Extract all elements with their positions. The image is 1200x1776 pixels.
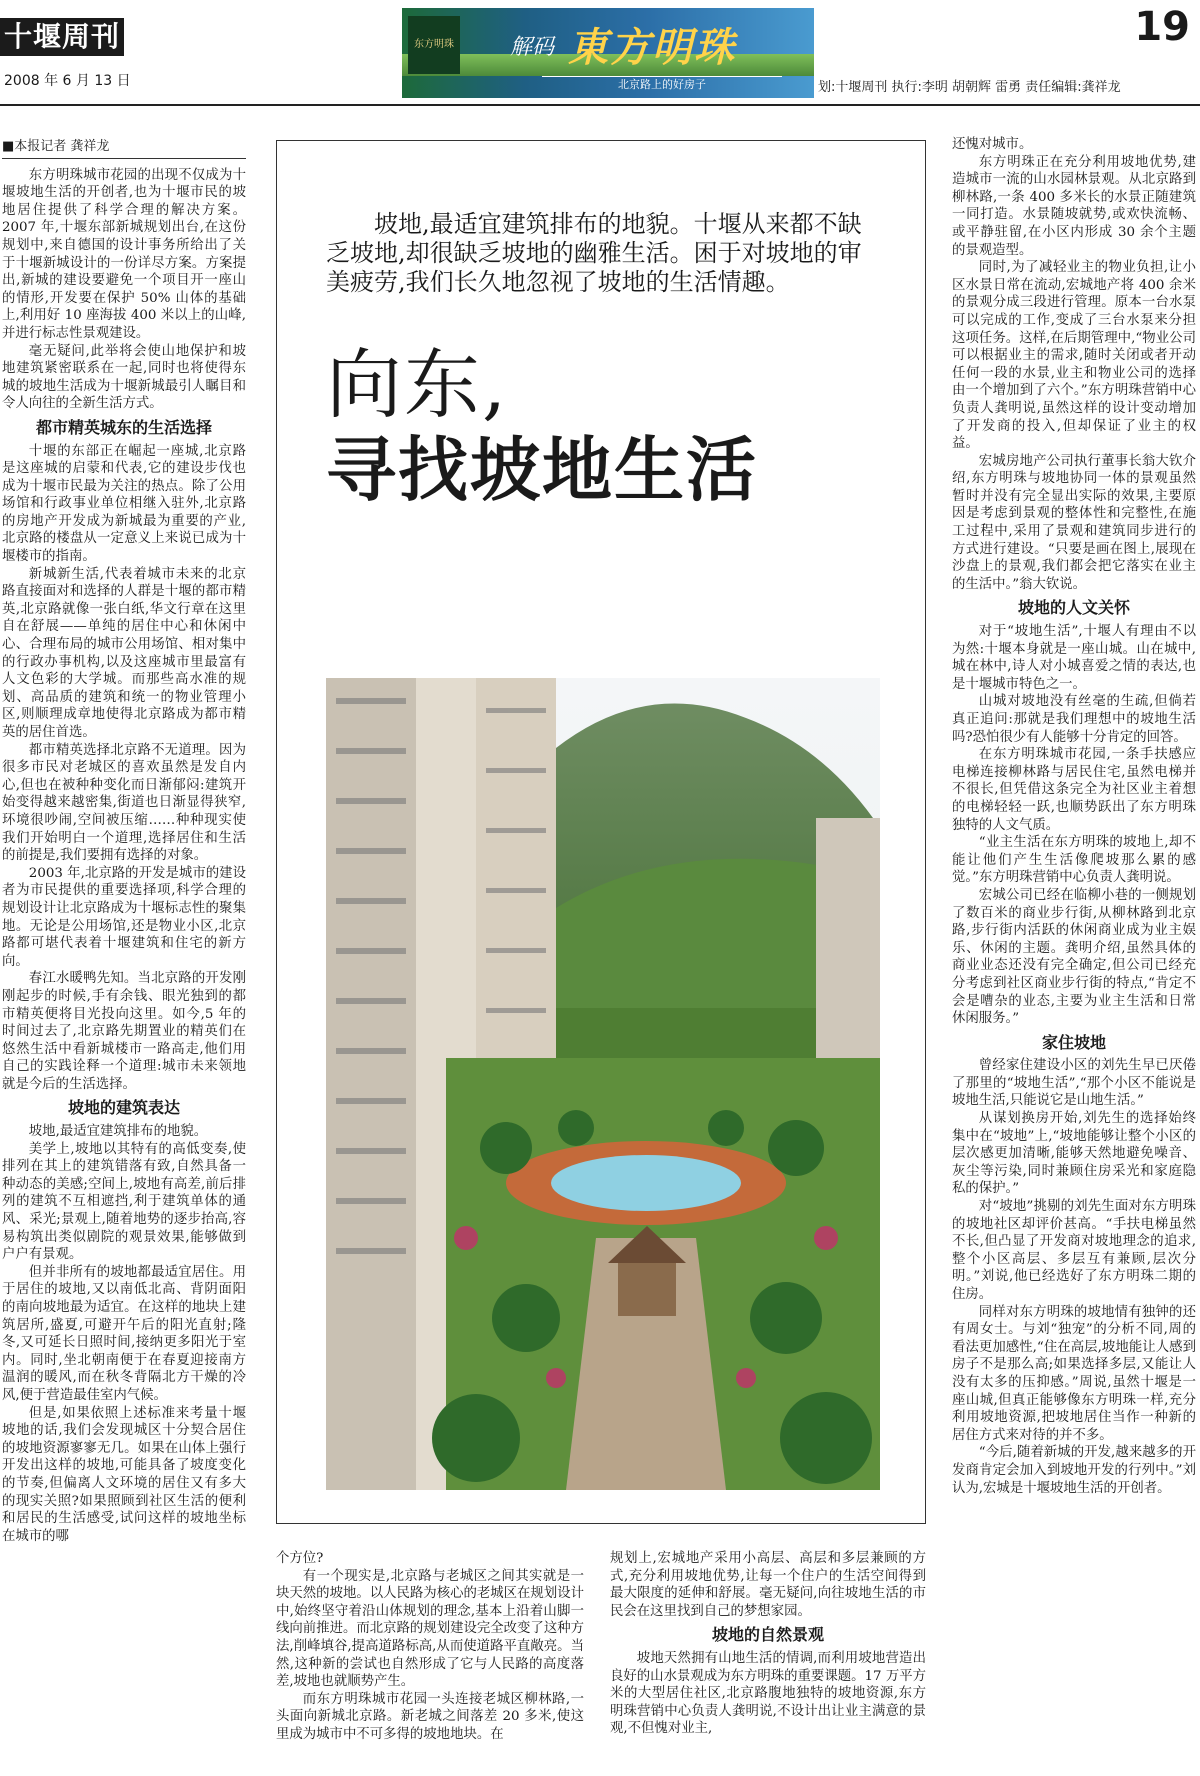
residential-landscape-rendering — [326, 678, 880, 1490]
byline: ■本报记者 龚祥龙 — [2, 138, 246, 159]
headline-line-1: 向东, — [326, 340, 509, 429]
section-heading: 都市精英城东的生活选择 — [35, 417, 212, 437]
paragraph: 还愧对城市。 — [952, 137, 1033, 152]
paragraph: 宏城房地产公司执行董事长翁大钦介绍,东方明珠与坡地协同一体的景观虽然暂时并没有完全显出实际的效果,主要原因是考虑到景观的整体性和完整性,在施工过程中,采用了景观和建筑同步进行的方式进行建设。“只要是画在图上,展现在沙盘上的景观,我们都会把它落实在业主的生活中。”翁大钦说。 — [952, 453, 1196, 592]
paragraph: 宏城公司已经在临柳小巷的一侧规划了数百米的商业步行街,从柳林路到北京路,步行街内活跃的休闲商业成为业主娱乐、休闲的主题。龚明介绍,虽然具体的商业业态还没有完全确定,但公司已经充分考虑到社区商业步行街的特点,“肯定不会是嘈杂的业态,主要为业主生活和日常休闲服务。” — [952, 887, 1196, 1027]
paragraph: 春江水暖鸭先知。当北京路的开发刚刚起步的时候,手有余钱、眼光独到的都市精英便将目光投向这里。如今,5 年的时间过去了,北京路先期置业的精英们在悠然生活中看新城楼市一路高走,他们用自己的实践诠释一个道理:城市未来领地就是今后的生活选择。 — [2, 971, 246, 1092]
paragraph: 但是,如果依照上述标准来考量十堰坡地的话,我们会发现城区十分契合居住的坡地资源寥寥无几。如果在山体上强行开发出这样的坡地,可能具备了坡度变化的节奏,但偏离人文环境的居住又有多大的现实关照?如果照顾到社区生活的便利和居民的生活感受,试问这样的坡地坐标在城市的哪 — [2, 1405, 246, 1544]
issue-date: 2008 年 6 月 13 日 — [4, 73, 131, 89]
paragraph: 在东方明珠城市花园,一条手扶感应电梯连接柳林路与居民住宅,虽然电梯并不很长,但凭借这条完全为社区业主着想的电梯轻轻一跃,也顺势跃出了东方明珠独特的人文气质。 — [952, 747, 1196, 833]
section-heading: 坡地的自然景观 — [711, 1625, 824, 1645]
paragraph: 规划上,宏城地产采用小高层、高层和多层兼顾的方式,充分利用坡地优势,让每一个住户的生活空间得到最大限度的延伸和舒展。毫无疑问,向往坡地生活的市民会在这里找到自己的梦想家园。 — [610, 1551, 926, 1619]
paragraph: 坡地,最适宜建筑排布的地貌。 — [28, 1124, 208, 1140]
paragraph: 东方明珠城市花园的出现不仅成为十堰坡地生活的开创者,也为十堰市民的坡地居住提供了科学合理的解决方案。2007 年,十堰东部新城规划出台,在这份规划中,来自德国的设计事务所给出了关于十堰新城设计的一份详尽方案。方案提出,新城的建设要避免一个项目开一座山的情形,开发要在保护 50% 山体的基础上,利用好 10 座海拔 400 米以上的山峰,并进行标志性景观建设。 — [2, 167, 246, 341]
header-rule — [0, 104, 1200, 106]
editorial-credits: 划:十堰周刊 执行:李明 胡朝辉 雷勇 责任编辑:龚祥龙 — [818, 80, 1121, 95]
lead-paragraph: 坡地,最适宜建筑排布的地貌。十堰从来都不缺乏坡地,却很缺乏坡地的幽雅生活。困于对坡地的审美疲劳,我们长久地忽视了坡地的生活情趣。 — [326, 210, 862, 296]
paragraph: 2003 年,北京路的开发是城市的建设者为市民提供的重要选择项,科学合理的规划设计让北京路成为十堰标志性的聚集地。无论是公用场馆,还是物业小区,北京路都可堪代表着十堰建筑和住宅的新方向。 — [2, 865, 246, 969]
paragraph: 坡地天然拥有山地生活的情调,而利用坡地营造出良好的山水景观成为东方明珠的重要课题。17 万平方米的大型居住社区,北京路腹地独特的坡地资源,东方明珠营销中心负责人龚明说,不设计出让业主满意的景观,不但愧对业主, — [610, 1650, 926, 1737]
paragraph: 而东方明珠城市花园一头连接老城区柳林路,一头面向新城北京路。新老城之间落差 20 多米,使这里成为城市中不可多得的坡地地块。在 — [276, 1691, 584, 1742]
banner-logo: 东方明珠 — [408, 16, 460, 74]
paragraph: 同时,为了减轻业主的物业负担,让小区水景日常在流动,宏城地产将 400 余米的景观分成三段进行管理。原本一台水泵可以完成的工作,变成了三台水泵来分担这项任务。这样,在后期管理中,“物业公司可以根据业主的需求,随时关闭或者开动任何一段的水景,业主和物业公司的选择由一个增加到了六个。”东方明珠营销中心负责人龚明说,虽然这样的设计变动增加了开发商的投入,但却保证了业主的权益。 — [952, 260, 1196, 452]
banner-brand: 東方明珠 — [568, 24, 736, 71]
paragraph: 个方位? — [276, 1551, 324, 1566]
article-column-3 — [610, 1550, 926, 1738]
paragraph: 都市精英选择北京路不无道理。因为很多市民对老城区的喜欢虽然是发自内心,但也在被种种变化而日渐郁闷:建筑开始变得越来越密集,街道也日渐显得狭窄,环境很吵闹,空间被压缩……种种现实使我们开始明白一个道理,选择居住和生活的前提是,我们要拥有选择的对象。 — [2, 742, 246, 864]
section-heading: 家住坡地 — [1041, 1032, 1106, 1052]
paragraph: “业主生活在东方明珠的坡地上,却不能让他们产生生活像爬坡那么累的感觉。”东方明珠营销中心负责人龚明说。 — [952, 835, 1196, 886]
paragraph: 曾经家住建设小区的刘先生早已厌倦了那里的“坡地生活”,“那个小区不能说是坡地生活,只能说它是山地生活。” — [952, 1058, 1196, 1109]
page-number: 19 — [1134, 4, 1190, 50]
article-column-1 — [2, 138, 246, 1545]
paragraph: 山城对坡地没有丝毫的生疏,但倘若真正追问:那就是我们理想中的坡地生活吗?恐怕很少有人能够十分肯定的回答。 — [952, 694, 1196, 745]
paragraph: 新城新生活,代表着城市未来的北京路直接面对和选择的人群是十堰的都市精英,北京路就像一张白纸,华文行章在这里自在舒展——单纯的居住中心和休闲中心、合理布局的城市公用场馆、相对集中的行政办事机构,以及这座城市里最富有人文色彩的大学城。而那些高水准的规划、高品质的建筑和统一的物业管理小区,则顺理成章地使得北京路成为都市精英的居住首选。 — [2, 566, 246, 740]
paragraph: 从谋划换房开始,刘先生的选择始终集中在“坡地”上,“坡地能够让整个小区的层次感更加清晰,能够天然地避免噪音、灰尘等污染,同时兼顾住房采光和家庭隐私的保护。” — [952, 1111, 1196, 1197]
paragraph: 东方明珠正在充分利用坡地优势,建造城市一流的山水园林景观。从北京路到柳林路,一条 400 多米长的水景正随建筑一同打造。水景随坡就势,或欢快流畅、或平静驻留,在小区内形成 30 余个主题的景观造型。 — [952, 154, 1196, 258]
article-column-2 — [276, 1550, 584, 1744]
paragraph: 同样对东方明珠的坡地情有独钟的还有周女士。与刘“独宠”的分析不同,周的看法更加感性,“住在高层,坡地能让人感到房子不是那么高;如果选择多层,又能让人没有太多的压抑感。”周说,虽然十堰是一座山城,但真正能够像东方明珠一样,充分利用坡地资源,把坡地居住当作一种新的居住方式来对待的并不多。 — [952, 1304, 1196, 1443]
section-heading: 坡地的人文关怀 — [1017, 598, 1130, 618]
section-heading: 坡地的建筑表达 — [67, 1098, 180, 1118]
headline-line-2: 寻找坡地生活 — [326, 429, 758, 511]
paragraph: 有一个现实是,北京路与老城区之间其实就是一块天然的坡地。以人民路为核心的老城区在规划设计中,始终坚守着沿山体规划的理念,基本上沿着山脚一线向前推进。而北京路的规划建设完全改变了这种方法,削峰填谷,提高道路标高,从而使道路平直敞亮。当然,这种新的尝试也自然形成了它与人民路的高度落差,坡地也就顺势产生。 — [276, 1568, 584, 1690]
banner-tagline: 北京路上的好房子 — [542, 76, 782, 93]
banner-slogan: 解码 — [510, 35, 555, 60]
paragraph: 对“坡地”挑剔的刘先生面对东方明珠的坡地社区却评价甚高。“手扶电梯虽然不长,但凸显了开发商对坡地理念的追求,整个小区高层、多层互有兼顾,层次分明。”刘说,他已经选好了东方明珠二期的住房。 — [952, 1199, 1196, 1302]
paragraph: 对于“坡地生活”,十堰人有理由不以为然:十堰本身就是一座山城。山在城中,城在林中,诗人对小城喜爱之情的表达,也是十堰城市特色之一。 — [952, 624, 1196, 692]
paragraph: 毫无疑问,此举将会使山地保护和坡地建筑紧密联系在一起,同时也将使得东城的坡地生活成为十堰新城最引人瞩目和令人向往的全新生活方式。 — [2, 343, 246, 412]
paragraph: 十堰的东部正在崛起一座城,北京路是这座城的启蒙和代表,它的建设步伐也成为十堰市民最为关注的热点。除了公用场馆和行政事业单位相继入驻外,北京路的房地产开发成为新城最为重要的产业,北京路的楼盘从一定意义上来说已成为十堰楼市的指南。 — [2, 443, 246, 565]
masthead: 十堰周刊 — [0, 18, 124, 56]
article-column-4 — [952, 136, 1196, 1497]
paragraph: “今后,随着新城的开发,越来越多的开发商肯定会加入到坡地开发的行列中。”刘认为,宏城是十堰坡地生活的开创者。 — [952, 1445, 1196, 1496]
paragraph: 但并非所有的坡地都最适宜居住。用于居住的坡地,又以南低北高、背阴面阳的南向坡地最为适宜。在这样的地块上建筑居所,盛夏,可避开午后的阳光直射;隆冬,又可延长日照时间,接纳更多阳光于室内。同时,坐北朝南便于在春夏迎接南方温润的暖风,而在秋冬背隔北方干燥的冷风,便于营造最佳室内气候。 — [2, 1264, 246, 1403]
paragraph: 美学上,坡地以其特有的高低变奏,使排列在其上的建筑错落有致,自然具备一种动态的美感;空间上,坡地有高差,前后排列的建筑不互相遮挡,利于建筑单体的通风、采光;景观上,随着地势的逐步抬高,容易构筑出类似剧院的观景效果,能够做到户户有景观。 — [2, 1141, 246, 1263]
ad-banner — [402, 8, 814, 98]
